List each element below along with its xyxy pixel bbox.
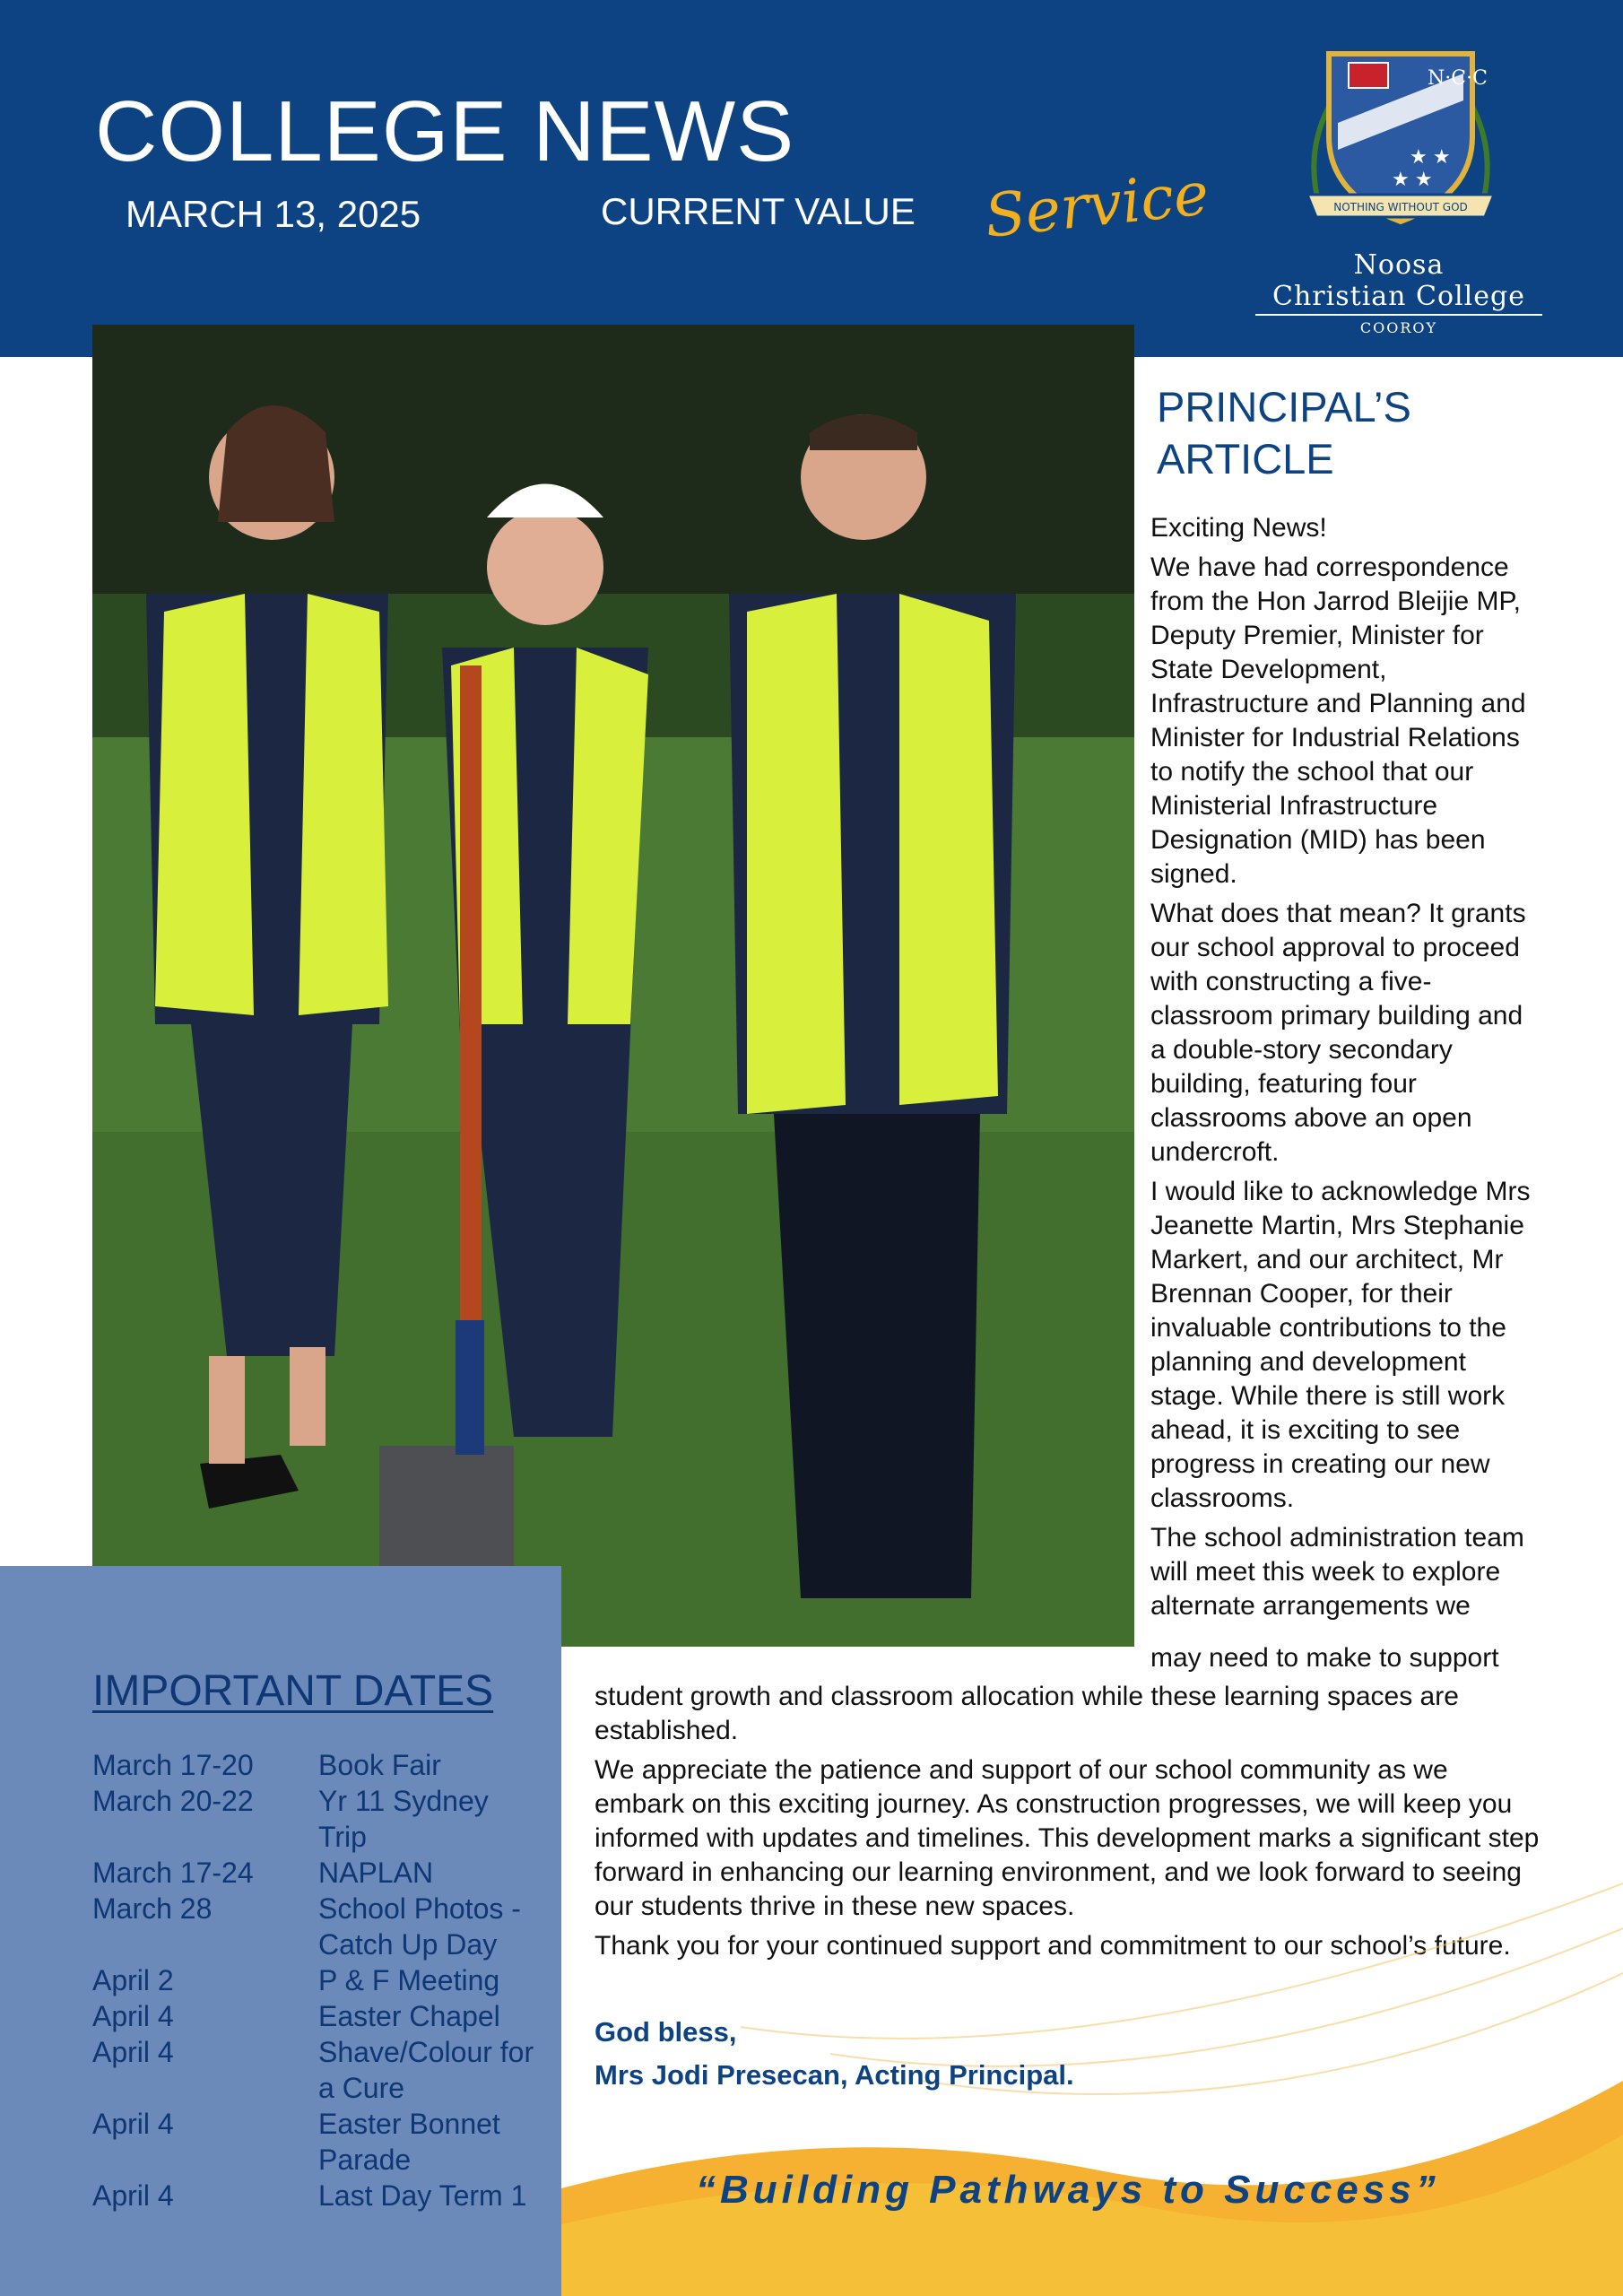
date-row [92, 1783, 541, 1855]
date-row [92, 2034, 541, 2106]
date-cell: April 4 [92, 2036, 174, 2068]
school-motto: “Building Pathways to Success” [696, 2168, 1440, 2212]
school-name-line3: COOROY [1359, 319, 1438, 336]
event-cell: Last Day Term 1 [318, 2179, 527, 2212]
signoff [595, 2011, 1074, 2097]
article-heading-line1: PRINCIPAL’S [1157, 383, 1411, 430]
staff-photo [92, 325, 1134, 1647]
event-cell: NAPLAN [318, 1857, 434, 1889]
school-name-line1: Noosa [1353, 249, 1445, 281]
article-heading-line2: ARTICLE [1157, 435, 1334, 483]
header-band [0, 0, 1623, 357]
date-cell: March 17-24 [92, 1857, 254, 1889]
date-cell: April 2 [92, 1964, 174, 1996]
date-row [92, 1891, 541, 1962]
article-paragraph-tail: may need to make to support [1150, 1643, 1499, 1673]
date-cell: April 4 [92, 2179, 174, 2212]
school-name-line2: Christian College [1255, 281, 1542, 316]
event-cell: School Photos - Catch Up Day [318, 1892, 521, 1961]
principal-article-heading [1157, 381, 1411, 485]
article-column [1150, 511, 1536, 1629]
date-row [92, 1747, 541, 1783]
school-crest-logo [1302, 38, 1499, 244]
event-cell: Easter Bonnet Parade [318, 2108, 500, 2176]
date-cell: March 17-20 [92, 1749, 254, 1781]
date-row [92, 1998, 541, 2034]
article-paragraph: student growth and classroom allocation while these learning spaces are established. [595, 1682, 1459, 1745]
date-cell: April 4 [92, 2108, 174, 2140]
school-name [1255, 249, 1542, 336]
event-cell: P & F Meeting [318, 1964, 500, 1996]
article-paragraph: The school administration team will meet this week to explore alternate arrangements we [1150, 1523, 1524, 1621]
important-dates-list [92, 1747, 541, 2213]
event-cell: Book Fair [318, 1749, 441, 1781]
article-paragraph: Thank you for your continued support and commitment to our school’s future. [595, 1931, 1511, 1961]
signoff-greeting: God bless, [595, 2016, 737, 2048]
signoff-name: Mrs Jodi Presecan, Acting Principal. [595, 2059, 1074, 2091]
date-row [92, 2106, 541, 2178]
issue-date: MARCH 13, 2025 [126, 193, 421, 235]
crest-letters: N·C·C [1428, 67, 1488, 90]
current-value-word: Service [981, 159, 1212, 251]
event-cell: Easter Chapel [318, 2000, 500, 2032]
event-cell: Yr 11 Sydney Trip [318, 1785, 489, 1853]
article-paragraph: Exciting News! [1150, 513, 1327, 543]
newsletter-title: COLLEGE NEWS [95, 83, 795, 179]
date-row [92, 1855, 541, 1891]
article-paragraph: We appreciate the patience and support of our school community as we embark on this exciting journey. As construction progresses, we will keep you informed with updates and timelines. This development marks a significant step forward in enhancing our learning environment, and we look forward to seeing our students thrive in these new spaces. [595, 1755, 1540, 1921]
article-paragraph: What does that mean? It grants our school approval to proceed with constructing a five-classroom primary building and a double-story secondary building, featuring four classrooms above an open undercroft. [1150, 899, 1526, 1167]
date-cell: March 28 [92, 1892, 213, 1925]
svg-text:★ ★: ★ ★ [1410, 145, 1451, 168]
article-paragraph: We have had correspondence from the Hon Jarrod Bleijie MP, Deputy Premier, Minister for State Development, Infrastructure and Planning and Minister for Industrial Relations to notify the school that our Ministerial Infrastructure Designation (MID) has been signed. [1150, 552, 1526, 889]
important-dates-heading: IMPORTANT DATES [92, 1667, 494, 1715]
article-paragraph: I would like to acknowledge Mrs Jeanette Martin, Mrs Stephanie Markert, and our architect, Mr Brennan Cooper, for their invaluable contributions to the planning and development stage. While there is still work ahead, it is exciting to see progress in creating our new classrooms. [1150, 1177, 1531, 1513]
current-value-label: CURRENT VALUE [601, 190, 916, 232]
date-row [92, 1962, 541, 1998]
date-cell: April 4 [92, 2000, 174, 2032]
date-cell: March 20-22 [92, 1785, 254, 1817]
date-row [92, 2178, 541, 2213]
crest-motto: NOTHING WITHOUT GOD [1333, 201, 1468, 213]
event-cell: Shave/Colour for a Cure [318, 2036, 534, 2104]
svg-text:★ ★: ★ ★ [1392, 168, 1433, 190]
